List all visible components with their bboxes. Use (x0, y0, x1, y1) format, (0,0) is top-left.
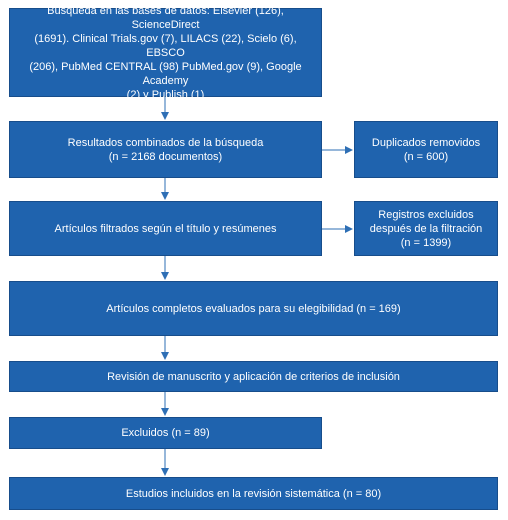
duplicates-line-1: Duplicados removidos (371, 136, 481, 149)
duplicates-line-2: (n = 600) (403, 150, 449, 163)
manuscript-review-box (9, 361, 498, 392)
excluded-line-1: Excluidos (n = 89) (121, 427, 210, 439)
combined-line-2: (n = 2168 documentos) (108, 150, 223, 163)
search-line-4: (2) y Publish (1) (126, 88, 205, 101)
review-line-1: Revisión de manuscrito y aplicación de criterios de inclusión (107, 370, 400, 383)
excluded-box (9, 417, 322, 449)
included-line-1: Estudios incluidos en la revisión sistemática (n = 80) (125, 487, 382, 500)
search-line-3: (206), PubMed CENTRAL (98) PubMed.gov (9), Google Academy (29, 60, 302, 87)
search-line-1: Búsqueda en las bases de datos: Elsevier (126), ScienceDirect (47, 4, 284, 31)
search-line-2: (1691). Clinical Trials.gov (7), LILACS (22), Scielo (6), EBSCO (34, 32, 297, 59)
excluded-records-line-2: después de la filtración (369, 222, 483, 235)
combined-line-1: Resultados combinados de la búsqueda (67, 136, 264, 149)
included-studies-box (9, 477, 498, 510)
combined-results-box (9, 121, 322, 178)
filtered-line-1: Artículos filtrados según el título y resúmenes (54, 222, 277, 235)
excluded-records-box (354, 201, 498, 256)
search-box (9, 4, 322, 101)
duplicates-removed-box (354, 121, 498, 178)
full-text-evaluated-box (9, 281, 498, 336)
excluded-records-line-3: (n = 1399) (400, 236, 452, 249)
excluded-records-line-1: Registros excluidos (378, 208, 474, 221)
filtered-articles-box (9, 201, 322, 256)
full-text-line-1: Artículos completos evaluados para su elegibilidad (n = 169) (106, 302, 401, 315)
